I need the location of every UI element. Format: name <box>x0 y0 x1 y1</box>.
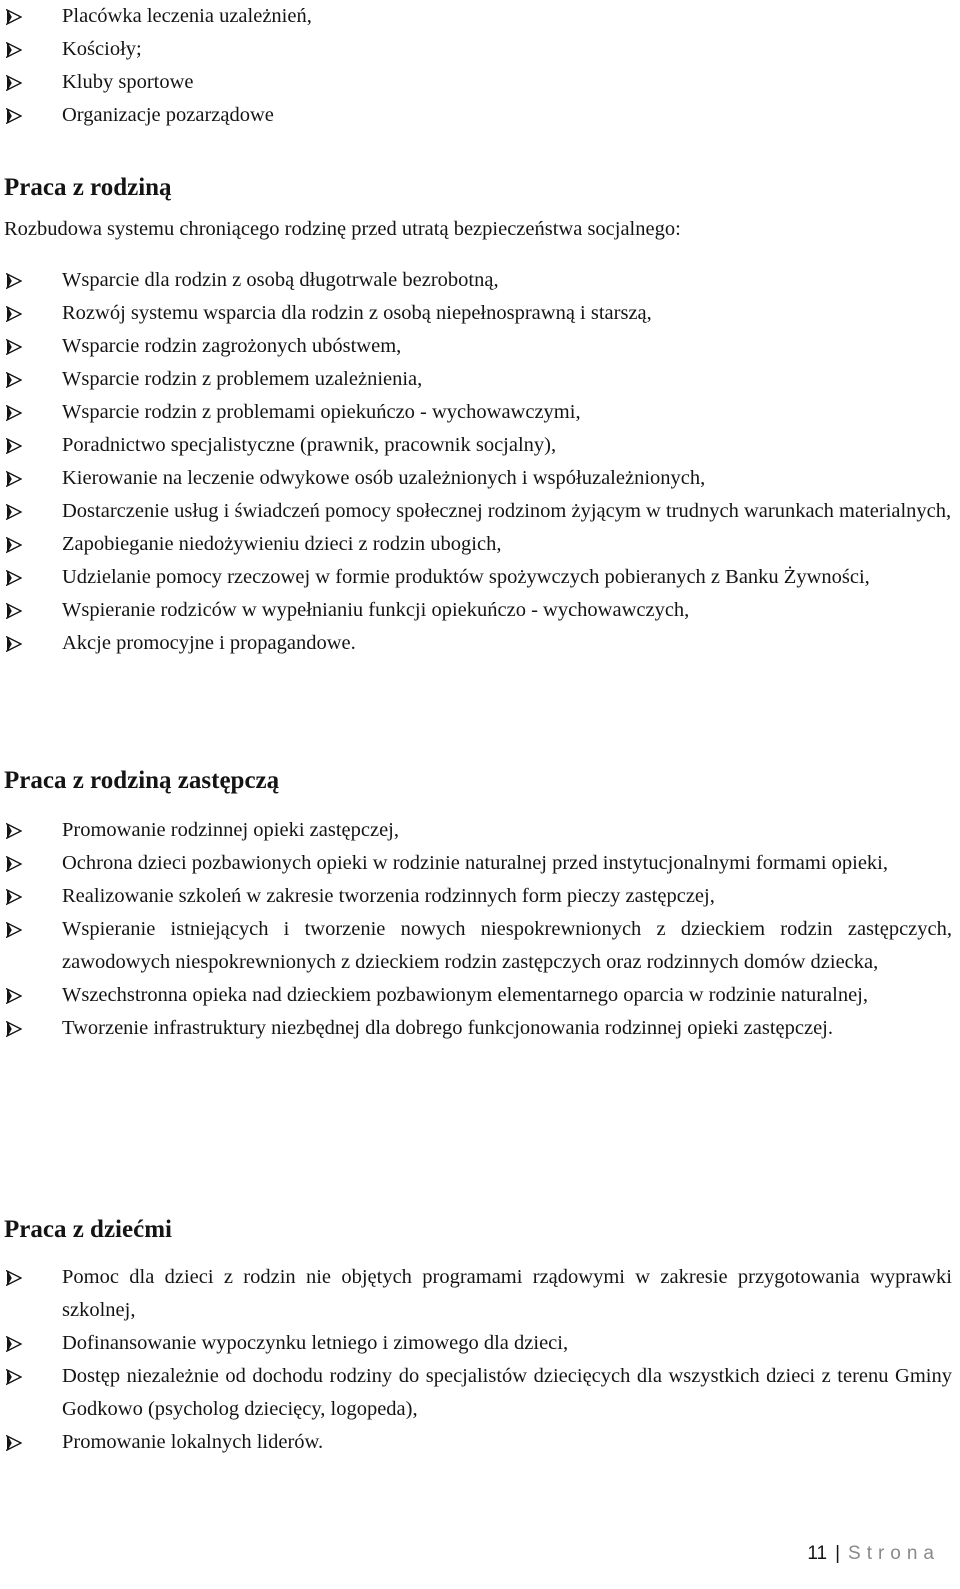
list-item-text: Dofinansowanie wypoczynku letniego i zimowego dla dzieci, <box>62 1332 569 1354</box>
arrowhead-bullet-icon <box>6 922 22 938</box>
list-item <box>0 264 956 297</box>
list-item <box>0 880 956 913</box>
list-item-text: Wspieranie rodziców w wypełnianiu funkcji opiekuńczo - wychowawczych, <box>62 599 690 621</box>
list-item <box>0 297 956 330</box>
list-item-text: Kierowanie na leczenie odwykowe osób uzależnionych i współuzależnionych, <box>62 467 706 489</box>
family-list-block <box>0 264 956 660</box>
list-item-text: Realizowanie szkoleń w zakresie tworzenia rodzinnych form pieczy zastępczej, <box>62 885 715 907</box>
list-item-text: Udzielanie pomocy rzeczowej w formie produktów spożywczych pobieranych z Banku Żywności, <box>62 566 870 588</box>
arrowhead-bullet-icon <box>6 1336 22 1352</box>
list-item-text: Wszechstronna opieka nad dzieckiem pozbawionym elementarnego oparcia w rodzinie naturalnej, <box>62 984 868 1006</box>
arrowhead-bullet-icon <box>6 823 22 839</box>
arrowhead-bullet-icon <box>6 372 22 388</box>
arrowhead-bullet-icon <box>6 42 22 58</box>
arrowhead-bullet-icon <box>6 889 22 905</box>
list-item <box>0 627 956 660</box>
footer-page-word: Strona <box>848 1543 940 1564</box>
arrowhead-bullet-icon <box>6 636 22 652</box>
family-list <box>0 264 956 660</box>
arrowhead-bullet-icon <box>6 1435 22 1451</box>
arrowhead-bullet-icon <box>6 988 22 1004</box>
list-item-text: Promowanie lokalnych liderów. <box>62 1431 324 1453</box>
section-heading-foster: Praca z rodziną zastępczą <box>4 767 280 794</box>
list-item <box>0 1012 956 1045</box>
list-item-text: Kościoły; <box>62 38 142 60</box>
arrowhead-bullet-icon <box>6 339 22 355</box>
page-footer <box>807 1540 940 1568</box>
list-item <box>0 814 956 847</box>
children-list-block <box>0 1261 956 1459</box>
foster-list <box>0 814 956 1045</box>
list-item-text: Akcje promocyjne i propagandowe. <box>62 632 356 654</box>
list-item-text: Poradnictwo specjalistyczne (prawnik, pracownik socjalny), <box>62 434 557 456</box>
list-item-text: Wsparcie rodzin zagrożonych ubóstwem, <box>62 335 402 357</box>
arrowhead-bullet-icon <box>6 1021 22 1037</box>
top-list <box>0 0 956 132</box>
list-item-text: Organizacje pozarządowe <box>62 104 274 126</box>
list-item <box>0 33 956 66</box>
list-item-text: Wsparcie dla rodzin z osobą długotrwale bezrobotną, <box>62 269 499 291</box>
arrowhead-bullet-icon <box>6 504 22 520</box>
list-item <box>0 594 956 627</box>
list-item-text: Dostęp niezależnie od dochodu rodziny do specjalistów dziecięcych dla wszystkich dzieci z terenu Gminy Godkowo (psycholog dziecięcy, logopeda), <box>62 1365 952 1420</box>
arrowhead-bullet-icon <box>6 471 22 487</box>
arrowhead-bullet-icon <box>6 438 22 454</box>
list-item-text: Zapobieganie niedożywieniu dzieci z rodzin ubogich, <box>62 533 502 555</box>
section-intro-family: Rozbudowa systemu chroniącego rodzinę przed utratą bezpieczeństwa socjalnego: <box>4 218 681 240</box>
arrowhead-bullet-icon <box>6 75 22 91</box>
footer-separator: | <box>835 1543 841 1564</box>
list-item <box>0 66 956 99</box>
arrowhead-bullet-icon <box>6 306 22 322</box>
list-item <box>0 979 956 1012</box>
list-item-text: Placówka leczenia uzależnień, <box>62 5 312 27</box>
family-heading-block <box>0 171 956 246</box>
arrowhead-bullet-icon <box>6 570 22 586</box>
list-item-text: Dostarczenie usług i świadczeń pomocy społecznej rodzinom żyjącym w trudnych warunkach materialnych, <box>62 500 952 522</box>
list-item-text: Tworzenie infrastruktury niezbędnej dla dobrego funkcjonowania rodzinnej opieki zastępczej. <box>62 1017 834 1039</box>
list-item <box>0 1327 956 1360</box>
section-heading-family: Praca z rodziną <box>4 174 172 201</box>
arrowhead-bullet-icon <box>6 856 22 872</box>
arrowhead-bullet-icon <box>6 1270 22 1286</box>
arrowhead-bullet-icon <box>6 1369 22 1385</box>
list-item-text: Ochrona dzieci pozbawionych opieki w rodzinie naturalnej przed instytucjonalnymi formami opieki, <box>62 852 889 874</box>
list-item <box>0 847 956 880</box>
list-item-text: Wsparcie rodzin z problemami opiekuńczo - wychowawczymi, <box>62 401 581 423</box>
section-heading-children: Praca z dziećmi <box>4 1216 172 1243</box>
arrowhead-bullet-icon <box>6 603 22 619</box>
foster-list-block <box>0 814 956 1045</box>
list-item <box>0 396 956 429</box>
list-item <box>0 330 956 363</box>
list-item <box>0 528 956 561</box>
list-item <box>0 561 956 594</box>
list-item-text: Pomoc dla dzieci z rodzin nie objętych programami rządowymi w zakresie przygotowania wyprawki szkolnej, <box>62 1266 952 1321</box>
foster-heading-block <box>0 764 956 797</box>
list-item <box>0 0 956 33</box>
list-item <box>0 1426 956 1459</box>
list-item-text: Kluby sportowe <box>62 71 194 93</box>
arrowhead-bullet-icon <box>6 108 22 124</box>
list-item <box>0 913 956 979</box>
list-item <box>0 363 956 396</box>
list-item-text: Promowanie rodzinnej opieki zastępczej, <box>62 819 399 841</box>
children-list <box>0 1261 956 1459</box>
list-item <box>0 99 956 132</box>
list-item <box>0 495 956 528</box>
list-item-text: Wsparcie rodzin z problemem uzależnienia, <box>62 368 423 390</box>
arrowhead-bullet-icon <box>6 405 22 421</box>
list-item-text: Rozwój systemu wsparcia dla rodzin z osobą niepełnosprawną i starszą, <box>62 302 652 324</box>
arrowhead-bullet-icon <box>6 9 22 25</box>
list-item <box>0 1261 956 1327</box>
children-heading-block <box>0 1213 956 1246</box>
list-item <box>0 462 956 495</box>
list-item-text: Wspieranie istniejących i tworzenie nowych niespokrewnionych z dzieckiem rodzin zastępczych, zawodowych niespokrewnionych z dzieckiem rodzin zastępczych oraz rodzinnych domów dziecka, <box>62 918 952 973</box>
arrowhead-bullet-icon <box>6 273 22 289</box>
arrowhead-bullet-icon <box>6 537 22 553</box>
top-list-block <box>0 0 956 132</box>
list-item <box>0 429 956 462</box>
page-number: 11 <box>807 1543 828 1564</box>
list-item <box>0 1360 956 1426</box>
